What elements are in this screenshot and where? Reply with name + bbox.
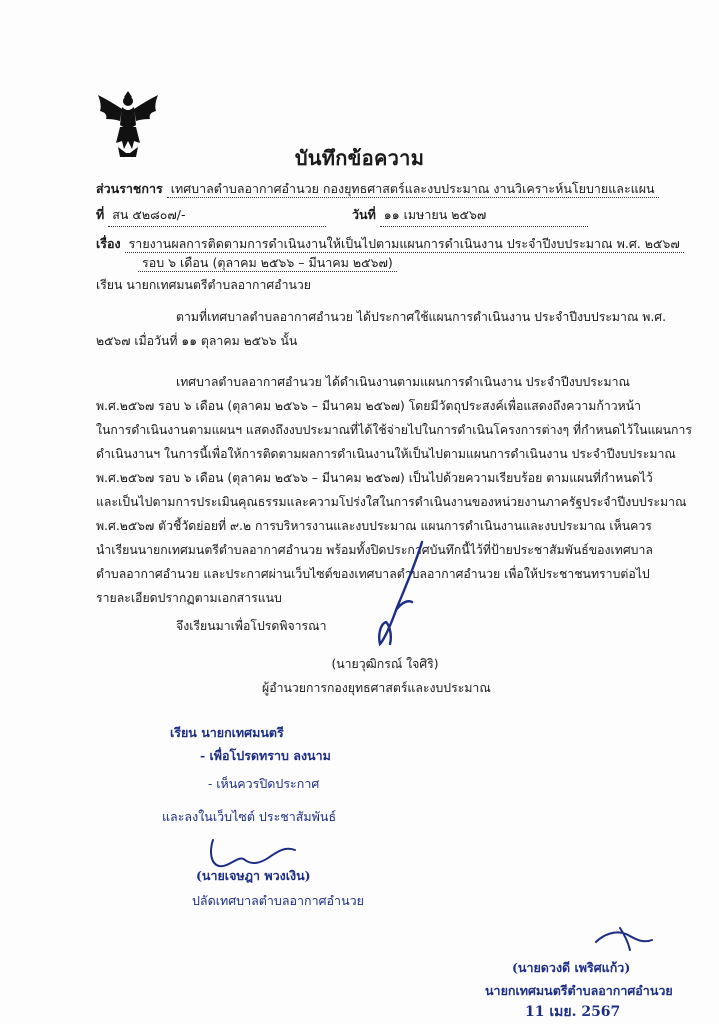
signer-position: ผู้อำนวยการกองยุทธศาสตร์และงบประมาณ xyxy=(262,681,491,695)
para2-line-2: พ.ศ.๒๕๖๗ รอบ ๖ เดือน (ตุลาคม ๒๕๖๖ – มีนาคม ๒๕๖๗) โดยมีวัตถุประสงค์เพื่อแสดงถึงความก้าวหน้า xyxy=(96,399,642,413)
subject-line xyxy=(96,234,684,254)
signer-name: (นายวุฒิกรณ์ ใจศิริ) xyxy=(331,657,439,671)
para2-line-8: นำเรียนนายกเทศมนตรีตำบลอากาศอำนวย พร้อมทั้งปิดประกาศบันทึกนี้ไว้ที่ป้ายประชาสัมพันธ์ของเทศบาล xyxy=(96,543,653,557)
agency-value: เทศบาลตำบลอากาศอำนวย กองยุทธศาสตร์และงบประมาณ งานวิเคราะห์นโยบายและแผน xyxy=(167,181,659,198)
date-value: ๑๑ เมษายน ๒๕๖๗ xyxy=(380,205,588,227)
para2-line-7: พ.ศ.๒๕๖๗ ตัวชี้วัดย่อยที่ ๙.๒ การบริหารงานและงบประมาณ แผนการดำเนินงานและงบประมาณ เห็นควร xyxy=(96,519,652,533)
mayor-name: (นายดวงดี เพริศแก้ว) xyxy=(512,960,631,975)
para2-line-1: เทศบาลตำบลอากาศอำนวย ได้ดำเนินงานตามแผนการดำเนินงาน ประจำปีงบประมาณ xyxy=(176,375,630,389)
para2-line-6: และเป็นไปตามการประเมินคุณธรรมและความโปร่งใสในการดำเนินงานของหน่วยงานภาครัฐประจำปีงบประมาณ xyxy=(96,495,687,509)
annotation-line-1: เรียน นายกเทศมนตรี xyxy=(170,725,284,740)
author-signature xyxy=(360,540,440,650)
memo-title: บันทึกข้อความ xyxy=(294,146,425,170)
approval-date-stamp: 11 เมย. 2567 xyxy=(525,1004,621,1020)
subject-line-2: รอบ ๖ เดือน (ตุลาคม ๒๕๖๖ – มีนาคม ๒๕๖๗) xyxy=(138,255,397,272)
clerk-name: (นายเจษฎา พวงเงิน) xyxy=(196,868,311,883)
agency-line xyxy=(96,179,659,199)
subject-label: เรื่อง xyxy=(96,236,121,251)
para2-line-4: ดำเนินงานฯ ในการนี้เพื่อให้การติดตามผลการดำเนินงานให้เป็นไปตามแผนการดำเนินงาน ประจำปีงบประมาณ xyxy=(96,447,676,461)
date-line xyxy=(352,205,588,227)
para2-line-9: ตำบลอากาศอำนวย และประกาศผ่านเว็บไซต์ของเทศบาลตำบลอากาศอำนวย เพื่อให้ประชาชนทราบต่อไป xyxy=(96,567,650,581)
reference-label: ที่ xyxy=(96,207,105,222)
date-label: วันที่ xyxy=(352,207,376,222)
para1-line-1: ตามที่เทศบาลตำบลอากาศอำนวย ได้ประกาศใช้แผนการดำเนินงาน ประจำปีงบประมาณ พ.ศ. xyxy=(176,310,666,324)
para1-line-2: ๒๕๖๗ เมื่อวันที่ ๑๑ ตุลาคม ๒๕๖๖ นั้น xyxy=(96,334,298,348)
annotation-line-2: - เพื่อโปรดทราบ ลงนาม xyxy=(200,748,331,763)
para2-line-3: ในการดำเนินงานตามแผนฯ แสดงถึงงบประมาณที่ได้ใช้จ่ายไปในการดำเนินโครงการต่างๆ ที่กำหนดไว้ในแผนการ xyxy=(96,423,693,437)
salutation: เรียน นายกเทศมนตรีตำบลอากาศอำนวย xyxy=(96,278,311,292)
annotation-line-4: และลงในเว็บไซต์ ประชาสัมพันธ์ xyxy=(162,809,337,824)
para2-line-5: พ.ศ.๒๕๖๗ รอบ ๖ เดือน (ตุลาคม ๒๕๖๖ – มีนาคม ๒๕๖๗) เป็นไปด้วยความเรียบร้อย ตามแผนที่กำหนดไว้ xyxy=(96,471,653,485)
mayor-signature xyxy=(590,920,660,956)
agency-label: ส่วนราชการ xyxy=(96,181,163,196)
mayor-position: นายกเทศมนตรีตำบลอากาศอำนวย xyxy=(485,983,673,998)
reference-value: สน ๕๒๘๐๗/- xyxy=(108,205,326,227)
closing-text: จึงเรียนมาเพื่อโปรดพิจารณา xyxy=(176,619,327,633)
clerk-position: ปลัดเทศบาลตำบลอากาศอำนวย xyxy=(192,893,364,908)
annotation-line-3: - เห็นควรปิดประกาศ xyxy=(208,776,320,791)
para2-line-10: รายละเอียดปรากฏตามเอกสารแนบ xyxy=(96,591,282,605)
subject-continuation xyxy=(138,253,397,273)
reference-line xyxy=(96,205,326,227)
subject-line-1: รายงานผลการติดตามการดำเนินงานให้เป็นไปตามแผนการดำเนินงาน ประจำปีงบประมาณ พ.ศ. ๒๕๖๗ xyxy=(125,236,684,253)
